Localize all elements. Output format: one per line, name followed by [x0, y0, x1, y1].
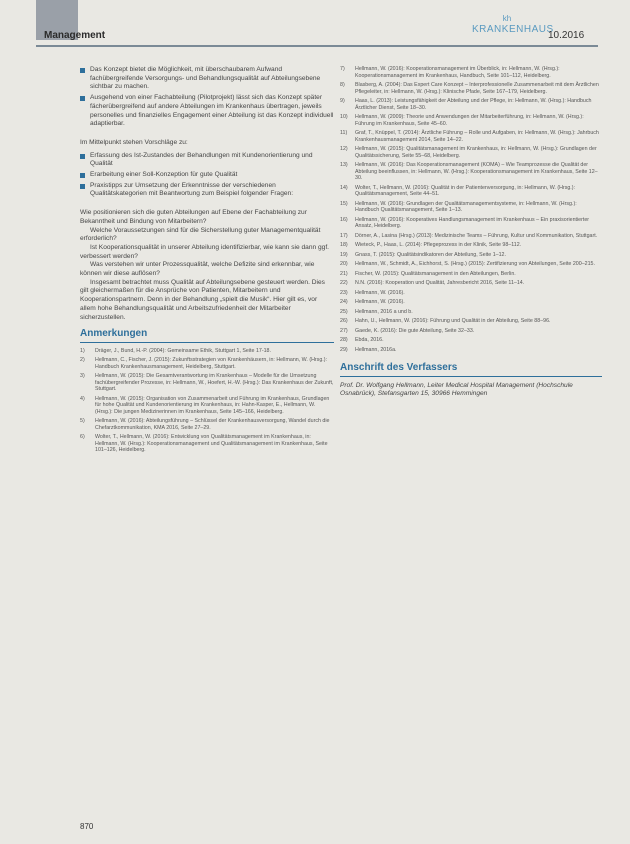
question-paragraph: Wie positionieren sich die guten Abteilungen auf Ebene der Fachabteilung zur Bekanntheit und Bindung von Mitarbeitern? [80, 209, 307, 225]
note-item [340, 66, 602, 79]
address-rule [340, 376, 602, 377]
note-text: Dräger, J., Bund, H.-P. (2004): Gemeinsame Ethik, Stuttgart 1, Seite 17-18. [95, 347, 271, 354]
note-item [80, 373, 334, 393]
note-number: 26) [340, 318, 348, 324]
midpoint-text: Im Mittelpunkt stehen Vorschläge zu: [80, 138, 188, 146]
note-item [340, 328, 602, 335]
note-text: Hellmann, W. (2016): Grundlagen der Qualitätsmanagementsysteme, in: Hellmann, W. (Hrsg.): Handbuch Qualitätsmanagement, Seite 1–13. [355, 200, 577, 213]
note-text: Graf, T., Knüppel, T. (2014): Ärztliche Führung – Rolle und Aufgaben, in: Hellmann, W. (Hrsg.): Jahrbuch Krankenhausmanagement 2014, Seite 14–22. [355, 130, 599, 143]
note-item [340, 82, 602, 95]
note-text: Hahn, U., Hellmann, W. (2016): Führung und Qualität in der Abteilung, Seite 88–96. [355, 318, 551, 324]
note-number: 1) [80, 347, 85, 354]
question-paragraph: Was verstehen wir unter Prozessqualität, welche Defizite sind erkennbar, wie können wir diese auflösen? [80, 261, 315, 278]
note-item [340, 318, 602, 325]
note-text: Fischer, W. (2015): Qualitätsmanagement in den Abteilungen, Berlin. [355, 270, 516, 277]
note-text: Gaede, K. (2016): Die gute Abteilung, Seite 32–33. [355, 327, 475, 334]
notes-left [80, 348, 334, 454]
note-item [340, 271, 602, 278]
note-item [340, 162, 602, 182]
note-text: Hellmann, W., Schmidt, A., Eichhorst, S. (Hrsg.) (2015): Zertifizierung von Abteilungen, Seite 200–215. [355, 261, 595, 267]
note-item [80, 396, 334, 416]
note-number: 28) [340, 337, 348, 343]
question-list [80, 209, 334, 322]
note-number: 13) [340, 162, 348, 168]
notes-heading: Anmerkungen [80, 328, 148, 340]
note-text: Hellmann, 2016a. [355, 346, 397, 353]
note-number: 11) [340, 130, 348, 136]
note-item [340, 217, 602, 230]
header-rule [36, 45, 598, 47]
note-item [340, 114, 602, 127]
note-number: 23) [340, 289, 348, 296]
note-item [340, 309, 602, 316]
note-number: 19) [340, 251, 348, 258]
note-text: Wolter, T., Hellmann, W. (2016): Entwicklung von Qualitätsmanagement im Krankenhaus, in: Hellmann, W. (Hrsg.): Kooperationsmanagement und Qualitätsmanagement im Krankenhaus, Seite 101–126, Heidelberg. [95, 434, 328, 454]
question-paragraph: Insgesamt betrachtet muss Qualität auf Abteilungsebene gesteuert werden. Dies gilt gleichermaßen für die Ansprüche von Patienten, Mitarbeitern und Kooperationspartnern. Denn in der Behandlung „spielt die Musik“. Hier gilt es, vor allem hohe Behandlungsqualität und Arbeitszufriedenheit der Mitarbeiter sicherzustellen. [80, 278, 325, 321]
note-text: Hellmann, W. (2016): Kooperatives Handlungsmanagement im Krankenhaus – Ein praxisorientierter Ansatz, Heidelberg. [355, 216, 590, 229]
note-item [80, 357, 334, 370]
mid-bullet: Erarbeitung einer Soll-Konzeption für gute Qualität [80, 171, 334, 180]
note-text: Hellmann, W. (2016). [355, 299, 405, 305]
note-number: 4) [80, 395, 85, 402]
note-item [340, 185, 602, 198]
question-paragraph: Welche Voraussetzungen sind für die Sicherstellung guter Managementqualität erforderlich? [80, 226, 321, 243]
notes-rule [80, 342, 334, 343]
note-number: 5) [80, 418, 85, 425]
note-text: Ebda, 2016. [355, 337, 384, 343]
note-number: 25) [340, 308, 348, 315]
logo-word: KRANKENHAUS [472, 24, 554, 35]
note-text: Haas, L. (2013): Leistungsfähigkeit der Abteilung und der Pflege, in: Hellmann, W. (Hrsg.): Handbuch Ärztlicher Dienst, Seite 18–30. [355, 98, 592, 111]
note-number: 6) [80, 434, 85, 441]
note-item [340, 261, 602, 268]
note-text: Wolter, T., Hellmann, W. (2016): Qualität in der Patientenversorgung, in: Hellmann, W. (Hrsg.): Qualitätsmanagement, Seite 44–51. [355, 184, 576, 197]
logo-mark: kh [502, 14, 512, 23]
note-item [340, 252, 602, 259]
note-number: 18) [340, 242, 348, 248]
note-number: 14) [340, 184, 348, 191]
intro-list [80, 66, 334, 129]
note-item [340, 98, 602, 111]
right-column [340, 66, 602, 399]
note-number: 21) [340, 270, 348, 277]
mid-list [80, 152, 334, 200]
note-item [340, 201, 602, 214]
note-item [340, 130, 602, 143]
left-column [80, 66, 334, 457]
note-number: 16) [340, 216, 348, 223]
note-item [340, 337, 602, 344]
note-item [340, 290, 602, 297]
note-item [340, 347, 602, 354]
note-number: 27) [340, 327, 348, 334]
note-text: N.N. (2016): Kooperation und Qualität, Jahresbericht 2016, Seite 11–14. [355, 280, 525, 286]
note-number: 29) [340, 346, 348, 353]
note-text: Hellmann, 2016 a und b. [355, 308, 413, 315]
note-text: Hellmann, W. (2009): Theorie und Anwendungen der Mitarbeiterführung, in: Hellmann, W. (Hrsg.): Führung im Krankenhaus, Seite 45–60. [355, 114, 584, 127]
note-number: 24) [340, 299, 348, 305]
intro-bullet: Das Konzept bietet die Möglichkeit, mit überschaubarem Aufwand fachübergreifende Versorgungs- und Behandlungsqualität auf Abteilungsebene sichtbar zu machen. [80, 66, 334, 92]
note-text: Hellmann, W. (2015): Die Gesamtverantwortung im Krankenhaus – Modelle für die Umsetzung fachübergreifender Prozesse, in: Hellmann, W., Hoefert, H.-W. (Hrsg.): Das Krankenhaus der Zukunft, Stuttgart. [95, 373, 334, 393]
note-number: 12) [340, 146, 348, 152]
note-text: Hellmann, C., Fischer, J. (2015): Zukunftsstrategien von Krankenhäusern, in: Hellmann, W. (Hrsg.): Handbuch Krankenhausmanagement, Heidelberg, Stuttgart. [95, 357, 327, 370]
note-number: 7) [340, 66, 345, 72]
note-text: Hellmann, W. (2015): Qualitätsmanagement im Krankenhaus, in: Hellmann, W. (Hrsg.): Grundlagen der Qualitätssicherung, Seite 55–68, Heidelberg. [355, 146, 597, 159]
note-text: Hellmann, W. (2016). [355, 289, 405, 296]
note-text: Dörner, A., Lasina (Hrsg.) (2013): Medizinische Teams – Führung, Kultur und Kommunikation, Stuttgart. [355, 232, 598, 239]
address-heading: Anschrift des Verfassers [340, 362, 458, 373]
note-text: Hellmann, W. (2016): Kooperationsmanagement im Überblick, in: Hellmann, W. (Hrsg.): Kooperationsmanagement im Krankenhaus, Handbuch, Seite 101–112, Heidelberg. [355, 66, 560, 79]
note-number: 20) [340, 261, 348, 267]
note-number: 22) [340, 280, 348, 286]
mid-bullet: Erfassung des Ist-Zustandes der Behandlungen mit Kundenorientierung und Qualität [80, 152, 334, 169]
note-text: Hellmann, W. (2016): Das Kooperationsmanagement (KOMA) – Wie Teamprozesse die Qualität der Abteilung beeinflussen, in: Hellmann, W. (Hrsg.): Kooperationsmanagement im Krankenhaus, Seite 12–30. [355, 162, 598, 181]
note-number: 3) [80, 373, 85, 380]
note-number: 17) [340, 232, 348, 239]
note-number: 2) [80, 357, 85, 364]
notes-right [340, 66, 602, 353]
note-text: Hellmann, W. (2015): Organisation von Zusammenarbeit und Führung im Krankenhaus, Grundlagen für hohe Qualität und Kundenorientierung im Krankenhaus, in: Hahn-Kasper, E., Hellmann, W. (Hrsg.): Die jungen Medizinerinnen im Krankenhaus, Seite 145–166, Heidelberg. [95, 395, 330, 415]
address-text: Prof. Dr. Wolfgang Hellmann, Leiter Medical Hospital Management (Hochschule Osnabrück), Stefansgarten 15, 30966 Hemmingen [340, 381, 573, 398]
note-item [340, 233, 602, 240]
note-item [340, 299, 602, 306]
note-number: 8) [340, 82, 345, 88]
question-paragraph: Ist Kooperationsqualität in unserer Abteilung identifizierbar, wie kann sie dann ggf. verbessert werden? [80, 243, 329, 260]
page-number: 870 [80, 822, 94, 831]
issue-number: 10.2016 [548, 30, 585, 41]
note-item [80, 434, 334, 454]
journal-logo [472, 14, 554, 44]
note-text: Gnass, T. (2015): Qualitätsindikatoren der Abteilung, Seite 1–12. [355, 251, 506, 258]
note-item [340, 146, 602, 159]
note-text: Blasberg, A. (2004): Das Expert Care Konzept – Interprofessionelle Zusammenarbeit mit dem Ärztlichen Pflegeleiter, in: Hellmann, W. (Hrsg.): Klinische Pfade, Seite 167–179, Heidelberg. [355, 82, 599, 95]
note-item [340, 280, 602, 287]
note-item [80, 418, 334, 431]
section-title: Management [44, 30, 106, 41]
note-item [340, 242, 602, 249]
note-text: Wieteck, P., Haas, L. (2014): Pflegeprozess in der Klinik, Seite 98–112. [355, 242, 522, 248]
note-item [80, 348, 334, 355]
note-number: 10) [340, 114, 348, 120]
note-number: 9) [340, 98, 345, 104]
mid-bullet: Praxistipps zur Umsetzung der Erkenntnisse der verschiedenen Qualitätskategorien mit Beantwortung zum Beispiel folgender Fragen: [80, 182, 334, 199]
intro-bullet: Ausgehend von einer Fachabteilung (Pilotprojekt) lässt sich das Konzept später fächerübergreifend auf andere Abteilungen im Krankenhaus übertragen, jeweils personelles und finanzielles Engagement einer Abteilung ist das Konzept individuell adaptierbar. [80, 94, 334, 129]
note-text: Hellmann, W. (2016): Abteilungsführung – Schlüssel der Krankenhausversorgung, Wandel durch die Chefarztkommunikation, KMA 2016, Seite 27–29. [95, 418, 330, 431]
note-number: 15) [340, 200, 348, 207]
